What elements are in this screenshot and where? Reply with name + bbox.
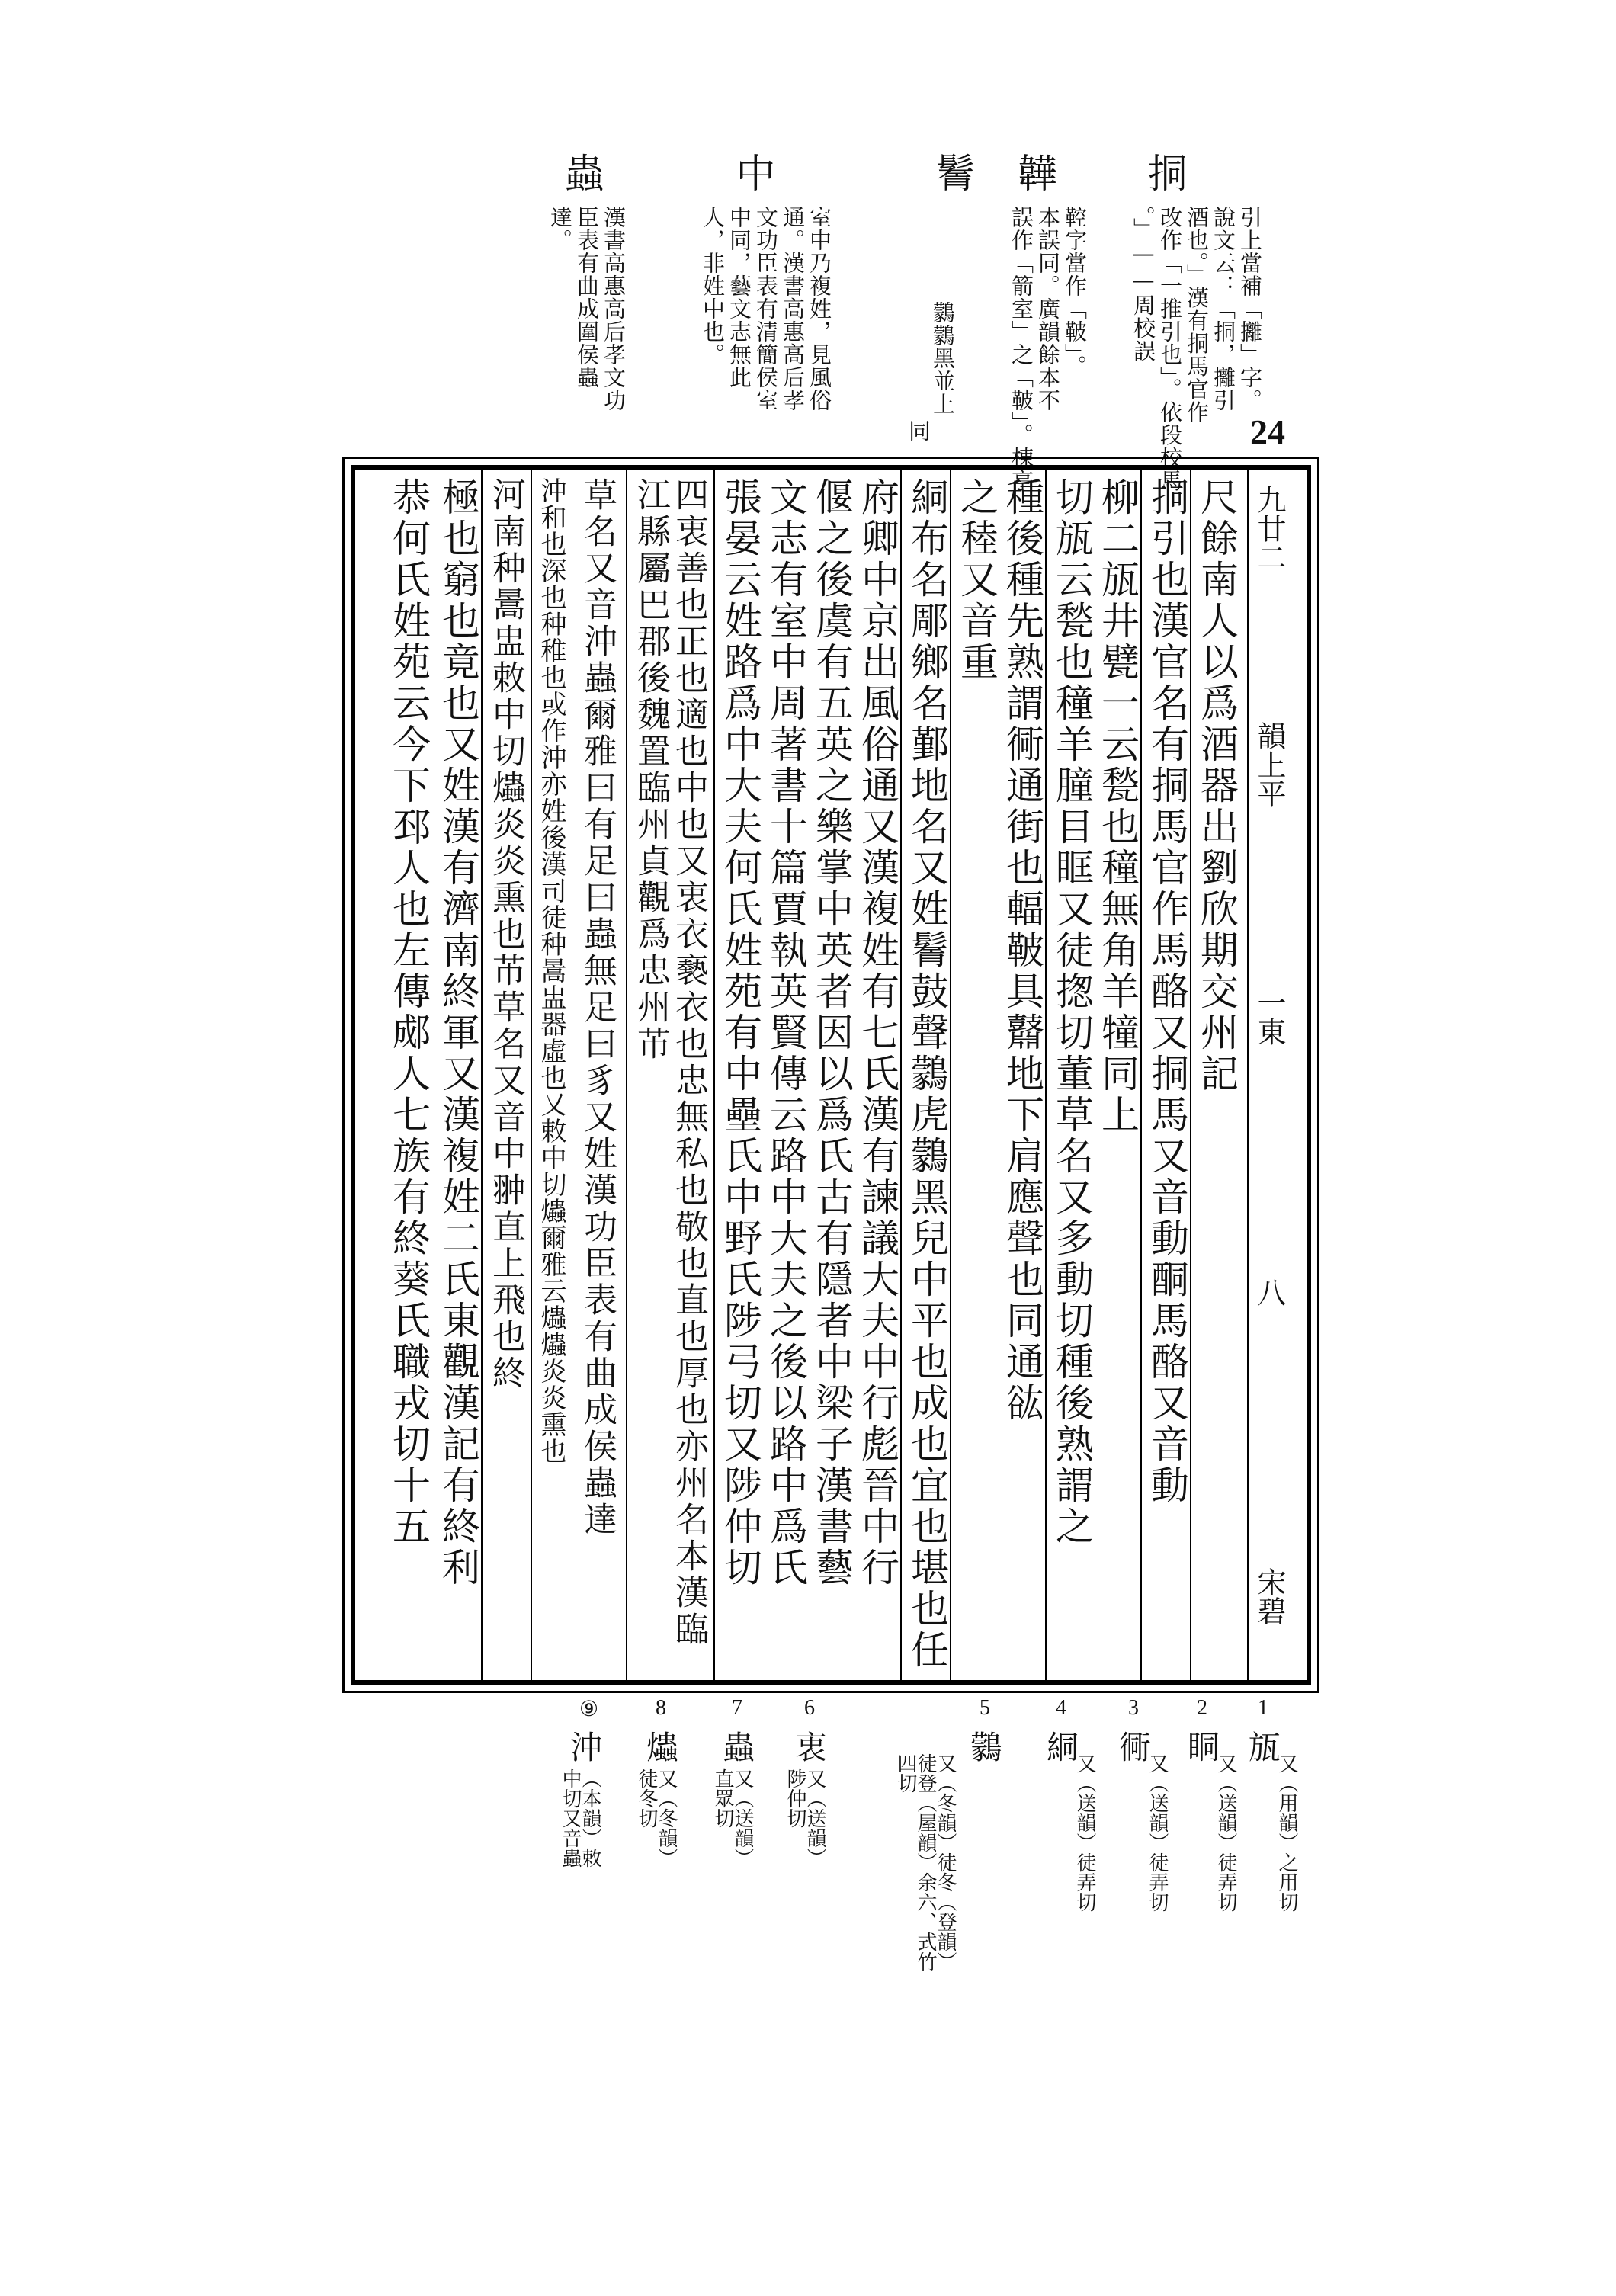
footnote-head: 絧 bbox=[1042, 1730, 1079, 1762]
column-rule bbox=[626, 470, 627, 1680]
column-rule bbox=[1045, 470, 1047, 1680]
footnote-text: 又（送韻）直眾切 bbox=[711, 1768, 754, 1868]
header-rule bbox=[1247, 470, 1249, 1680]
note-line: 引上當補「攡」字。 bbox=[1237, 206, 1263, 412]
text-line: 河南种暠盅敕中切爞炎炎熏也芇草名又音中翀直上飛也終 bbox=[486, 477, 525, 1392]
column-rule bbox=[1190, 470, 1191, 1680]
column-rule bbox=[481, 470, 483, 1680]
text-line: 極也窮也竟也又姓漢有濟南終軍又漢複姓二氏東觀漢記有終利 bbox=[436, 477, 480, 1589]
footnote-text: 又（送韻）徒弄切 bbox=[1073, 1753, 1096, 1912]
note-head: 中 bbox=[729, 152, 774, 192]
note-line: 鞚字當作「鞁」。 bbox=[1062, 206, 1088, 378]
note-line: 說文云：「挏，攡引 bbox=[1210, 206, 1236, 412]
note-line: 臣表有曲成圍侯蟲 bbox=[574, 206, 600, 389]
note-line: 室中乃複姓，見風俗 bbox=[806, 206, 832, 412]
note-line: 改作「一推引也」。依段校馬 bbox=[1157, 206, 1183, 492]
footnote-text: 又（冬韻）徒冬（登韻）徒登（屋韻）余六、式竹四切 bbox=[894, 1753, 957, 1971]
page-number: 24 bbox=[1250, 412, 1285, 451]
note-line: 通。漢書高惠高后孝 bbox=[780, 206, 806, 412]
text-line: 之稑又音重 bbox=[954, 477, 999, 683]
note-line: 誤作「箭室」之「鞁」。棟亭 bbox=[1008, 206, 1034, 492]
header-section: 一東 bbox=[1252, 988, 1286, 1046]
main-frame bbox=[351, 465, 1311, 1685]
header-leaf: 八 bbox=[1252, 1278, 1286, 1307]
column-rule bbox=[950, 470, 951, 1680]
text-line: 柳二瓬井甓一云甃也穜無角羊犝同上 bbox=[1095, 477, 1140, 1136]
note-head: 蟲 bbox=[557, 152, 603, 192]
text-line: 府卿中京出風俗通又漢複姓有七氏漢有諫議大夫中行彪晉中行 bbox=[855, 477, 899, 1589]
text-line: 挏引也漢官名有挏馬官作馬酪又挏馬又音動酮馬酪又音動 bbox=[1145, 477, 1189, 1506]
footnote-number: 3 bbox=[1128, 1696, 1139, 1720]
text-line: 種後種先熟謂衕通街也輻鞁具鼘地下肩應聲也同通谹 bbox=[1000, 477, 1044, 1424]
text-line: 恭何氏姓苑云今下邳人也左傳郕人七族有終葵氏職戎切十五 bbox=[386, 477, 431, 1547]
note-line: 同 bbox=[906, 419, 931, 442]
column-rule bbox=[900, 470, 902, 1680]
note-head: 韡 bbox=[1011, 152, 1056, 192]
header-center-label: 韻上平 bbox=[1252, 721, 1286, 808]
note-line: 中同，藝文志無此 bbox=[726, 206, 752, 389]
text-line: 尺餘南人以爲酒器出劉欣期交州記 bbox=[1194, 477, 1239, 1095]
footnote-text: 又（送韻）徒弄切 bbox=[1214, 1753, 1237, 1912]
note-line: 酒也。」漢有挏馬官作 bbox=[1184, 206, 1210, 424]
note-line: 。」——周校誤 bbox=[1130, 206, 1156, 363]
note-line: 本誤同。廣韻餘本不 bbox=[1035, 206, 1061, 412]
column-rule bbox=[531, 470, 532, 1680]
column-rule bbox=[1140, 470, 1142, 1680]
text-line: 張晏云姓路爲中大夫何氏姓苑有中壘氏中野氏陟弓切又陟仲切 bbox=[718, 477, 762, 1589]
footnote-text: （本韻）敕中切又音蟲 bbox=[559, 1768, 601, 1868]
note-line: 達。 bbox=[547, 206, 573, 252]
footnote-text: 又（送韻）徒弄切 bbox=[1146, 1753, 1169, 1912]
footnote-head: 衕 bbox=[1114, 1730, 1152, 1762]
note-line: 鸏鸏黑並上 bbox=[930, 301, 956, 415]
note-line: 漢書高惠高后孝文功 bbox=[601, 206, 627, 412]
footnote-number: 4 bbox=[1056, 1696, 1066, 1720]
text-line: 四衷善也正也適也中也又衷衣褻衣也忠無私也敬也直也厚也亦州名本漢臨 bbox=[669, 477, 708, 1648]
footnote-number: 7 bbox=[732, 1696, 742, 1720]
footnote-head: 沖 bbox=[566, 1730, 603, 1762]
note-head: 挏 bbox=[1140, 152, 1186, 192]
footnote-number: 8 bbox=[656, 1696, 666, 1720]
text-line: 草名又音沖蟲爾雅曰有足曰蟲無足曰豸又姓漢功臣表有曲成侯蟲達 bbox=[578, 477, 617, 1538]
note-line: 文功臣表有清簡侯室 bbox=[753, 206, 779, 412]
footnote-number: ⑨ bbox=[579, 1698, 599, 1721]
footnote-text: 又（送韻）陟仲切 bbox=[784, 1768, 826, 1868]
footnote-head: 鸏 bbox=[966, 1730, 1003, 1762]
footnote-head: 爞 bbox=[642, 1730, 679, 1762]
footnote-number: 2 bbox=[1197, 1696, 1207, 1720]
footnote-text: 又（用韻）之用切 bbox=[1275, 1753, 1298, 1912]
footnote-number: 1 bbox=[1258, 1696, 1268, 1720]
column-rule bbox=[713, 470, 715, 1680]
header-left-label: 九廿二 bbox=[1252, 485, 1286, 572]
footnote-number: 6 bbox=[804, 1696, 815, 1720]
header-right-label: 宋碧 bbox=[1252, 1567, 1286, 1625]
footnote-head: 蟲 bbox=[718, 1730, 755, 1762]
footnote-head: 眮 bbox=[1183, 1730, 1220, 1762]
footnote-head: 衷 bbox=[790, 1730, 828, 1762]
footnote-head: 瓬 bbox=[1244, 1730, 1281, 1762]
text-line: 文志有室中周著書十篇賈執英賢傳云路中大夫之後以路中爲氏 bbox=[764, 477, 808, 1589]
text-line: 切瓬云甃也穜羊朣目眶又徒揔切董草名又多動切種後熟謂之 bbox=[1050, 477, 1094, 1547]
note-line: 人，非姓中也。 bbox=[700, 206, 726, 366]
text-line: 絧布名郮鄉名鄞地名又姓鬌鼓聲鸏虎鸏黑兒中平也成也宜也堪也任 bbox=[905, 477, 949, 1671]
text-line: 江縣屬巴郡後魏置臨州貞觀爲忠州芇 bbox=[631, 477, 670, 1063]
footnote-text: 又（冬韻）徒冬切 bbox=[635, 1768, 678, 1868]
text-line: 偃之後虞有五英之樂掌中英者因以爲氏古有隱者中梁子漢書藝 bbox=[810, 477, 854, 1589]
text-line: 沖和也深也种稚也或作沖亦姓後漢司徒种暠盅器虛也又敕中切爞爾雅云爞爞炎炎熏也 bbox=[536, 477, 566, 1464]
note-head: 鬌 bbox=[928, 152, 974, 192]
footnote-number: 5 bbox=[980, 1696, 990, 1720]
